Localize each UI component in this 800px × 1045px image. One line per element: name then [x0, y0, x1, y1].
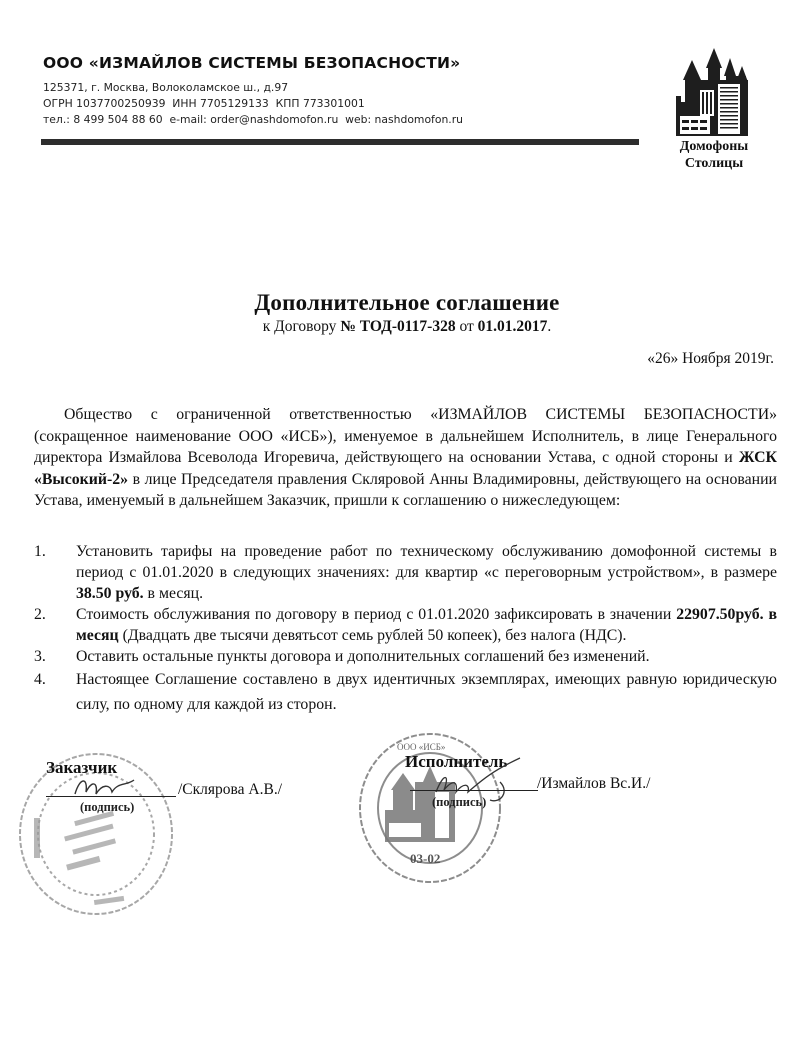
customer-name-signature: /Склярова А.В./ — [178, 781, 282, 798]
term-text — [76, 604, 777, 646]
term-text-after: (Двадцать две тысячи девятьсот семь рублей 50 копеек), без налога (НДС). — [118, 627, 627, 644]
term-number: 3. — [34, 648, 46, 665]
contractor-role-label: Исполнитель — [405, 752, 508, 771]
term-text-before: Стоимость обслуживания по договору в период с 01.01.2020 зафиксировать в значении — [76, 606, 677, 623]
customer-signature-line — [46, 796, 176, 797]
term-text-before: Установить тарифы на проведение работ по техническому обслуживанию домофонной системы в период с 01.01.2020 в следующих значениях: для квартир «с переговорным устройством», в размере — [76, 543, 777, 581]
customer-signature-caption: (подпись) — [80, 800, 135, 814]
logo-text-line1: Домофоны — [679, 139, 749, 154]
list-item — [34, 646, 777, 667]
term-text — [76, 541, 777, 604]
term-text-after: в месяц. — [143, 585, 204, 602]
list-item — [34, 541, 777, 604]
contract-number: № ТОД-0117-328 — [340, 318, 456, 335]
company-contacts: тел.: 8 499 504 88 60 e-mail: order@nashdomofon.ru web: nashdomofon.ru — [43, 113, 464, 126]
term-text — [76, 667, 777, 717]
term-text-before: Оставить остальные пункты договора и дополнительных соглашений без изменений. — [76, 648, 650, 665]
contractor-signature-line — [410, 790, 538, 791]
list-item — [34, 667, 777, 717]
contractor-signature-caption: (подпись) — [432, 795, 487, 809]
customer-name: ЖСК «Высокий-2» — [34, 449, 777, 488]
preamble-part2: в лице Председателя правления Скляровой Анны Владимировны, действующего на основании Устава, именуемый в дальнейшем Заказчик, пришли к соглашению о нижеследующем: — [34, 470, 777, 509]
stamp-top-text: ООО «ИСБ» — [397, 742, 446, 752]
customer-role-label: Заказчик — [46, 758, 118, 777]
term-text-before: Настоящее Соглашение составлено в двух идентичных экземплярах, имеющих равную юридическую силу, по одному для каждой из сторон. — [76, 671, 777, 713]
preamble-part1: Общество с ограниченной ответственностью «ИЗМАЙЛОВ СИСТЕМЫ БЕЗОПАСНОСТИ» (сокращенное наименование ООО «ИСБ»), именуемое в дальнейшем Исполнитель, в лице Генерального директора Измайлова Всеволода Игоревича, действующего на основании Устава, с одной стороны и — [34, 406, 777, 466]
term-text-bold: 22907.50руб. в месяц — [76, 606, 777, 644]
subtitle-suffix: . — [547, 318, 552, 335]
stamp-code: 03-02 — [410, 851, 441, 866]
term-number: 2. — [34, 606, 46, 623]
company-registration: ОГРН 1037700250939 ИНН 7705129133 КПП 773301001 — [43, 97, 365, 110]
subtitle-middle: от — [455, 318, 478, 335]
document-subtitle — [0, 318, 800, 336]
term-text-bold: 38.50 руб. — [76, 585, 144, 602]
preamble-paragraph — [34, 404, 777, 512]
company-name: ООО «ИЗМАЙЛОВ СИСТЕМЫ БЕЗОПАСНОСТИ» — [43, 54, 461, 72]
header-divider — [41, 139, 639, 145]
company-address: 125371, г. Москва, Волоколамское ш., д.97 — [43, 81, 289, 94]
terms-list — [34, 541, 777, 717]
company-logo — [664, 46, 774, 171]
contractor-name-signature: /Измайлов Вс.И./ — [537, 775, 651, 792]
term-text — [76, 646, 777, 667]
customer-signature-scribble — [70, 772, 140, 802]
term-number: 4. — [34, 671, 46, 688]
list-item — [34, 604, 777, 646]
term-number: 1. — [34, 543, 46, 560]
castle-building-logo-icon — [670, 46, 760, 138]
contract-date: 01.01.2017 — [477, 318, 548, 335]
logo-text-line2: Столицы — [684, 156, 744, 171]
document-title: Дополнительное соглашение — [254, 290, 560, 315]
document-date: «26» Ноября 2019г. — [647, 350, 774, 367]
subtitle-prefix: к Договору — [262, 318, 341, 335]
